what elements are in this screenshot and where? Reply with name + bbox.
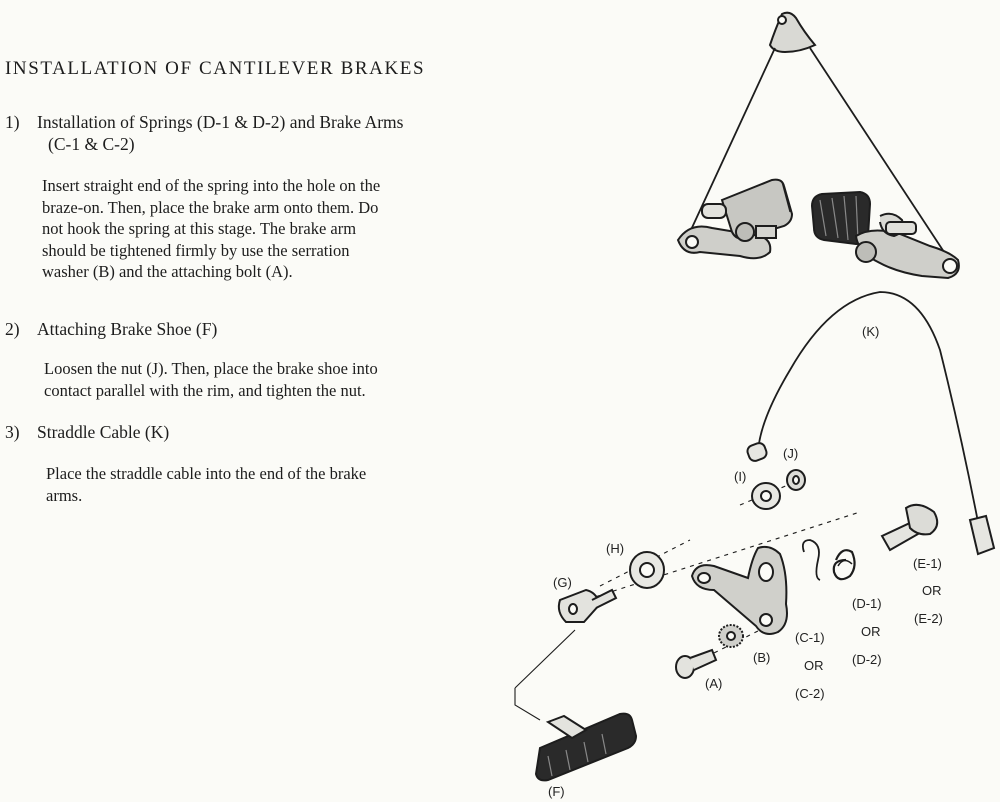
body-line: Place the straddle cable into the end of the brake [46,464,367,483]
body-line: washer (B) and the attaching bolt (A). [42,262,293,281]
step-title-continued: (C-1 & C-2) [48,134,135,154]
label-bolt-g: (G) [553,575,572,590]
step-number: 2) [5,319,20,339]
label-brazeon-e2: (E-2) [914,611,943,626]
step-number: 3) [5,422,20,442]
label-bushing-h: (H) [606,541,625,556]
label-cable-k: (K) [862,324,880,339]
label-washer-i: (I) [734,469,747,484]
label-or-c: OR [804,658,824,673]
label-or-e: OR [922,583,942,598]
page-title: INSTALLATION OF CANTILEVER BRAKES [5,58,426,79]
label-nut-j: (J) [783,446,799,461]
body-line: not hook the spring at this stage. The brake arm [42,219,357,238]
label-spring-d2: (D-2) [852,652,882,667]
body-line: contact parallel with the rim, and tighten the nut. [44,380,366,400]
step-title: Installation of Springs (D-1 & D-2) and Brake Arms [37,112,404,132]
step-number: 1) [5,112,20,132]
exploded-parts-illustration [515,292,994,780]
body-line: should be tightened firmly by use the serration [42,240,350,260]
body-line: braze-on. Then, place the brake arm onto them. Do [42,197,379,217]
step-title: Attaching Brake Shoe (F) [37,319,218,339]
body-line: arms. [46,485,83,505]
assembled-brake-illustration [678,13,959,278]
body-line: Loosen the nut (J). Then, place the brake shoe into [44,359,378,378]
step-title: Straddle Cable (K) [37,422,170,442]
label-arm-c1: (C-1) [795,630,825,645]
label-bolt-a: (A) [705,676,723,691]
label-washer-b: (B) [753,650,771,665]
body-line: Insert straight end of the spring into the hole on the [42,176,381,195]
label-brazeon-e1: (E-1) [913,556,942,571]
label-spring-d1: (D-1) [852,596,882,611]
label-arm-c2: (C-2) [795,686,825,701]
label-shoe-f: (F) [548,784,565,799]
label-or-d: OR [861,624,881,639]
